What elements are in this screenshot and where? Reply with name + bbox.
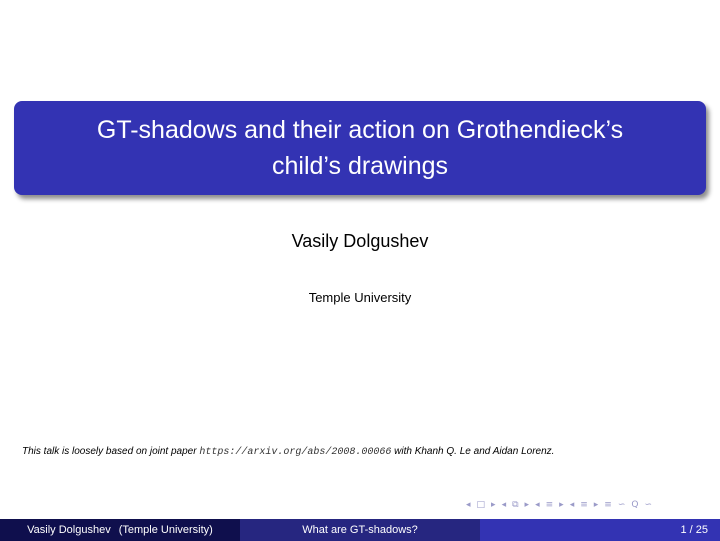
note-prefix: This talk is loosely based on joint paper — [22, 446, 197, 457]
nav-next-section-icon[interactable]: ▸ — [559, 500, 564, 510]
nav-next-page-icon[interactable]: ▸ — [593, 500, 599, 510]
footer-author-section — [0, 519, 240, 541]
nav-subsection-icon[interactable]: ⧉ — [512, 500, 519, 510]
footer-page-section — [480, 519, 720, 541]
nav-prev-section-icon[interactable]: ◂ — [535, 500, 540, 510]
note-suffix: with Khanh Q. Le and Aidan Lorenz. — [394, 446, 555, 457]
nav-next-subsection-icon[interactable]: ▸ — [524, 500, 530, 510]
nav-frame-icon[interactable]: □ — [476, 500, 486, 510]
arxiv-link[interactable]: https://arxiv.org/abs/2008.00066 — [199, 447, 392, 458]
footer-title-section — [240, 519, 480, 541]
footer-title: What are GT-shadows? — [302, 524, 418, 536]
footer-author: Vasily Dolgushev — [27, 524, 111, 536]
page-number: 1 / 25 — [680, 524, 708, 536]
slide-title-line-2: child’s drawings — [271, 152, 448, 180]
nav-prev-subsection-icon[interactable]: ◂ — [501, 500, 507, 510]
nav-page-icon[interactable]: ≡ — [580, 500, 588, 510]
institute-name: Temple University — [308, 290, 412, 305]
footer-bar — [0, 519, 720, 541]
title-box — [14, 101, 706, 195]
nav-prev-frame-icon[interactable]: ◂ — [466, 500, 471, 510]
talk-note — [22, 446, 554, 458]
nav-outline-icon[interactable]: ≡ — [604, 500, 612, 510]
nav-section-icon[interactable]: ≡ — [545, 500, 554, 510]
nav-search-icon[interactable]: Q — [631, 500, 639, 510]
nav-back-icon[interactable]: ∽ — [617, 500, 626, 510]
footer-institute: (Temple University) — [118, 524, 213, 536]
nav-prev-page-icon[interactable]: ◂ — [569, 500, 575, 510]
beamer-navigation — [466, 500, 652, 510]
author-name: Vasily Dolgushev — [291, 231, 429, 251]
nav-forward-icon[interactable]: ∽ — [644, 500, 653, 510]
nav-next-frame-icon[interactable]: ▸ — [491, 500, 496, 510]
slide-title-line-1: GT-shadows and their action on Grothendieck’s — [96, 116, 624, 144]
